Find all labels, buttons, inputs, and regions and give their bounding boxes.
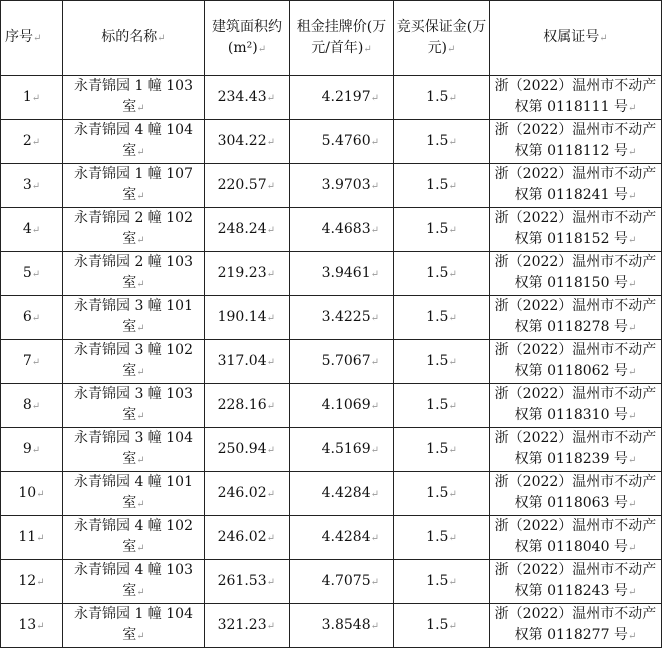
cell-cert-text: 浙（2022）温州市不动产权第 0118040 号 [494,518,657,555]
cell-area: 246.02↵ [205,516,290,560]
cell-name-text: 永青锦园 3 幢 104 室 [74,430,193,467]
cell-area: 304.22↵ [205,120,290,164]
cell-cert-text: 浙（2022）温州市不动产权第 0118152 号 [494,210,657,247]
cell-seq: 2↵ [1,120,63,164]
cell-area: 234.43↵ [205,76,290,120]
cell-area-text: 321.23 [217,616,267,633]
cell-name-text: 永青锦园 2 幢 102 室 [74,210,193,247]
cell-seq: 10↵ [1,472,63,516]
cell-deposit: 1.5↵ [394,472,490,516]
cell-name-text: 永青锦园 4 幢 101 室 [74,474,193,511]
cell-seq: 12↵ [1,560,63,604]
cell-seq-text: 5 [22,264,32,281]
table-row [1,516,662,560]
cell-area-text: 219.23 [217,264,267,281]
cell-name: 永青锦园 1 幢 104 室↵ [63,604,205,648]
cell-price: 4.4284↵ [290,472,394,516]
cell-seq: 9↵ [1,428,63,472]
table-row [1,296,662,340]
cell-name-text: 永青锦园 1 幢 103 室 [74,78,193,115]
table-row [1,340,662,384]
cell-area-text: 190.14 [217,308,267,325]
cell-name: 永青锦园 2 幢 102 室↵ [63,208,205,252]
cell-name: 永青锦园 4 幢 103 室↵ [63,560,205,604]
cell-area-text: 246.02 [217,528,267,545]
cell-price-text: 5.4760 [321,132,371,149]
cell-name: 永青锦园 4 幢 101 室↵ [63,472,205,516]
cell-name-text: 永青锦园 4 幢 103 室 [74,562,193,599]
cell-deposit: 1.5↵ [394,252,490,296]
cell-price: 4.4284↵ [290,516,394,560]
cell-price: 3.4225↵ [290,296,394,340]
cell-deposit-text: 1.5 [426,264,449,281]
cell-price-text: 3.4225 [321,308,371,325]
cell-price: 3.9461↵ [290,252,394,296]
cell-area-text: 317.04 [217,352,267,369]
cell-area-text: 304.22 [217,132,267,149]
header-price: 租金挂牌价(万元/首年)↵ [290,1,394,76]
cell-deposit: 1.5↵ [394,164,490,208]
cell-deposit: 1.5↵ [394,340,490,384]
table-row [1,164,662,208]
cell-area-text: 234.43 [217,88,267,105]
cell-area-text: 246.02 [217,484,267,501]
cell-seq: 4↵ [1,208,63,252]
header-deposit: 竞买保证金(万元)↵ [394,1,490,76]
cell-deposit-text: 1.5 [426,88,449,105]
table-row [1,208,662,252]
cell-area-text: 261.53 [217,572,267,589]
cell-cert: 浙（2022）温州市不动产权第 0118040 号↵ [490,516,662,560]
cell-deposit: 1.5↵ [394,428,490,472]
cell-seq: 6↵ [1,296,63,340]
cell-seq-text: 10 [18,484,37,501]
cell-seq-text: 13 [18,616,37,633]
cell-area: 220.57↵ [205,164,290,208]
cell-seq: 5↵ [1,252,63,296]
cell-seq-text: 1 [22,88,32,105]
cell-name: 永青锦园 2 幢 103 室↵ [63,252,205,296]
cell-seq-text: 3 [22,176,32,193]
cell-price-text: 4.2197 [321,88,371,105]
table-row [1,560,662,604]
cell-deposit-text: 1.5 [426,132,449,149]
cell-seq-text: 7 [22,352,32,369]
cell-cert: 浙（2022）温州市不动产权第 0118239 号↵ [490,428,662,472]
cell-price-text: 4.5169 [321,440,371,457]
cell-cert-text: 浙（2022）温州市不动产权第 0118278 号 [494,298,657,335]
cell-deposit-text: 1.5 [426,572,449,589]
cell-seq-text: 4 [22,220,32,237]
cell-area: 246.02↵ [205,472,290,516]
cell-cert-text: 浙（2022）温州市不动产权第 0118310 号 [494,386,657,423]
cell-price: 5.7067↵ [290,340,394,384]
cell-area: 219.23↵ [205,252,290,296]
cell-area: 321.23↵ [205,604,290,648]
cell-area: 250.94↵ [205,428,290,472]
header-cert: 权属证号↵ [490,1,662,76]
cell-seq-text: 9 [22,440,32,457]
cell-price-text: 4.4284 [321,484,371,501]
cell-seq-text: 6 [22,308,32,325]
cell-deposit: 1.5↵ [394,76,490,120]
cell-seq: 1↵ [1,76,63,120]
cell-price: 4.7075↵ [290,560,394,604]
cell-seq-text: 11 [18,528,37,545]
cell-deposit-text: 1.5 [426,352,449,369]
cell-seq: 3↵ [1,164,63,208]
cell-price: 5.4760↵ [290,120,394,164]
cell-name: 永青锦园 3 幢 101 室↵ [63,296,205,340]
cell-deposit: 1.5↵ [394,296,490,340]
cell-area-text: 250.94 [217,440,267,457]
cell-cert-text: 浙（2022）温州市不动产权第 0118277 号 [494,606,657,643]
cell-seq: 7↵ [1,340,63,384]
cell-cert-text: 浙（2022）温州市不动产权第 0118063 号 [494,474,657,511]
header-seq: 序号↵ [1,1,63,76]
cell-name: 永青锦园 4 幢 104 室↵ [63,120,205,164]
cell-area: 261.53↵ [205,560,290,604]
cell-name-text: 永青锦园 1 幢 104 室 [74,606,193,643]
cell-deposit: 1.5↵ [394,208,490,252]
cell-area: 228.16↵ [205,384,290,428]
cell-cert-text: 浙（2022）温州市不动产权第 0118150 号 [494,254,657,291]
cell-name-text: 永青锦园 2 幢 103 室 [74,254,193,291]
cell-price: 4.1069↵ [290,384,394,428]
cell-cert-text: 浙（2022）温州市不动产权第 0118112 号 [494,122,657,159]
cell-seq-text: 12 [18,572,37,589]
table-row [1,384,662,428]
cell-name: 永青锦园 1 幢 103 室↵ [63,76,205,120]
cell-price-text: 3.9461 [321,264,371,281]
cell-price: 4.5169↵ [290,428,394,472]
cell-deposit-text: 1.5 [426,396,449,413]
cell-name: 永青锦园 3 幢 102 室↵ [63,340,205,384]
table-row [1,252,662,296]
cell-deposit-text: 1.5 [426,176,449,193]
cell-cert-text: 浙（2022）温州市不动产权第 0118243 号 [494,562,657,599]
cell-cert-text: 浙（2022）温州市不动产权第 0118239 号 [494,430,657,467]
cell-cert: 浙（2022）温州市不动产权第 0118112 号↵ [490,120,662,164]
cell-area: 190.14↵ [205,296,290,340]
cell-name-text: 永青锦园 3 幢 103 室 [74,386,193,423]
cell-price: 4.4683↵ [290,208,394,252]
cell-name: 永青锦园 3 幢 103 室↵ [63,384,205,428]
cell-deposit: 1.5↵ [394,560,490,604]
cell-price-text: 4.7075 [321,572,371,589]
cell-price: 4.2197↵ [290,76,394,120]
table-row [1,428,662,472]
cell-deposit-text: 1.5 [426,484,449,501]
cell-name-text: 永青锦园 4 幢 104 室 [74,122,193,159]
cell-cert: 浙（2022）温州市不动产权第 0118152 号↵ [490,208,662,252]
table-row [1,604,662,648]
cell-cert-text: 浙（2022）温州市不动产权第 0118111 号 [494,78,657,115]
cell-name: 永青锦园 1 幢 107 室↵ [63,164,205,208]
cell-area: 248.24↵ [205,208,290,252]
cell-cert: 浙（2022）温州市不动产权第 0118150 号↵ [490,252,662,296]
cell-cert: 浙（2022）温州市不动产权第 0118310 号↵ [490,384,662,428]
cell-cert-text: 浙（2022）温州市不动产权第 0118241 号 [494,166,657,203]
header-name: 标的名称↵ [63,1,205,76]
header-area: 建筑面积约(m²)↵ [205,1,290,76]
cell-deposit: 1.5↵ [394,516,490,560]
cell-cert-text: 浙（2022）温州市不动产权第 0118062 号 [494,342,657,379]
cell-seq-text: 2 [22,132,32,149]
cell-name: 永青锦园 3 幢 104 室↵ [63,428,205,472]
cell-cert: 浙（2022）温州市不动产权第 0118278 号↵ [490,296,662,340]
header-row [1,1,662,76]
cell-price-text: 3.8548 [321,616,371,633]
cell-seq: 11↵ [1,516,63,560]
cell-deposit-text: 1.5 [426,440,449,457]
cell-cert: 浙（2022）温州市不动产权第 0118111 号↵ [490,76,662,120]
cell-price-text: 4.1069 [321,396,371,413]
cell-price-text: 3.9703 [321,176,371,193]
cell-cert: 浙（2022）温州市不动产权第 0118062 号↵ [490,340,662,384]
cell-area: 317.04↵ [205,340,290,384]
cell-deposit-text: 1.5 [426,528,449,545]
cell-cert: 浙（2022）温州市不动产权第 0118277 号↵ [490,604,662,648]
cell-name-text: 永青锦园 1 幢 107 室 [74,166,193,203]
cell-price-text: 4.4683 [321,220,371,237]
cell-deposit-text: 1.5 [426,308,449,325]
cell-name-text: 永青锦园 3 幢 102 室 [74,342,193,379]
cell-deposit-text: 1.5 [426,616,449,633]
table-row [1,76,662,120]
cell-price: 3.9703↵ [290,164,394,208]
table-row [1,120,662,164]
cell-seq-text: 8 [22,396,32,413]
cell-deposit-text: 1.5 [426,220,449,237]
cell-seq: 8↵ [1,384,63,428]
cell-area-text: 220.57 [217,176,267,193]
cell-deposit: 1.5↵ [394,604,490,648]
cell-seq: 13↵ [1,604,63,648]
cell-deposit: 1.5↵ [394,120,490,164]
cell-name-text: 永青锦园 4 幢 102 室 [74,518,193,555]
cell-price-text: 4.4284 [321,528,371,545]
cell-cert: 浙（2022）温州市不动产权第 0118063 号↵ [490,472,662,516]
cell-name: 永青锦园 4 幢 102 室↵ [63,516,205,560]
cell-deposit: 1.5↵ [394,384,490,428]
cell-name-text: 永青锦园 3 幢 101 室 [74,298,193,335]
cell-area-text: 248.24 [217,220,267,237]
cell-price: 3.8548↵ [290,604,394,648]
cell-cert: 浙（2022）温州市不动产权第 0118243 号↵ [490,560,662,604]
cell-cert: 浙（2022）温州市不动产权第 0118241 号↵ [490,164,662,208]
cell-area-text: 228.16 [217,396,267,413]
table-row [1,472,662,516]
cell-price-text: 5.7067 [321,352,371,369]
